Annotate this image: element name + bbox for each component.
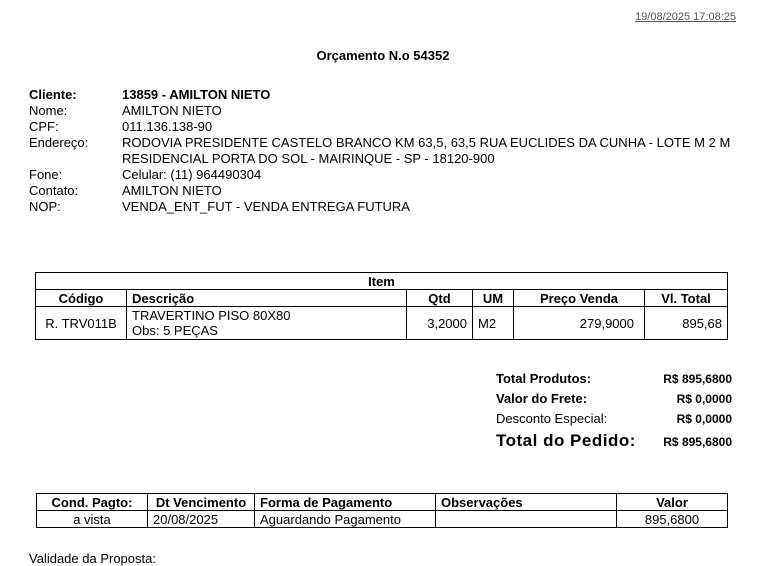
col-header-preco: Preço Venda bbox=[514, 290, 645, 307]
cpf-label: CPF: bbox=[29, 119, 59, 134]
desconto-value: R$ 0,0000 bbox=[676, 412, 732, 426]
col-header-observacoes: Observações bbox=[436, 494, 617, 511]
cell-descricao-text: TRAVERTINO PISO 80X80 bbox=[132, 308, 291, 323]
cell-descricao-obs: Obs: 5 PEÇAS bbox=[132, 323, 218, 338]
total-produtos-row bbox=[496, 371, 732, 386]
items-table bbox=[35, 272, 728, 340]
fone-label: Fone: bbox=[29, 167, 63, 182]
client-row-contato bbox=[29, 183, 739, 199]
nome-value: AMILTON NIETO bbox=[122, 103, 222, 118]
nop-label: NOP: bbox=[29, 199, 61, 214]
validity-label: Validade da Proposta: bbox=[29, 551, 156, 566]
cpf-value: 011.136.138-90 bbox=[122, 119, 213, 134]
client-row-cliente bbox=[29, 87, 739, 103]
cell-codigo: R. TRV011B bbox=[36, 307, 127, 340]
endereco-value bbox=[122, 135, 739, 167]
cell-observacoes bbox=[436, 511, 617, 528]
nome-label: Nome: bbox=[29, 103, 68, 118]
client-row-endereco bbox=[29, 135, 739, 167]
contato-label: Contato: bbox=[29, 183, 79, 198]
col-header-cond-pagto: Cond. Pagto: bbox=[37, 494, 148, 511]
client-row-fone bbox=[29, 167, 739, 183]
desconto-label: Desconto Especial: bbox=[496, 411, 608, 426]
col-header-forma-pagamento: Forma de Pagamento bbox=[255, 494, 436, 511]
contato-value: AMILTON NIETO bbox=[122, 183, 222, 198]
print-timestamp: 19/08/2025 17:08:25 bbox=[635, 11, 736, 23]
cell-valor: 895,6800 bbox=[617, 511, 728, 528]
col-header-descricao: Descrição bbox=[127, 290, 407, 307]
col-header-vencimento: Dt Vencimento bbox=[148, 494, 255, 511]
col-header-valor: Valor bbox=[617, 494, 728, 511]
cell-cond-pagto: a vista bbox=[37, 511, 148, 528]
client-info bbox=[29, 87, 739, 215]
totals-block bbox=[496, 371, 732, 456]
col-header-total: Vl. Total bbox=[645, 290, 728, 307]
col-header-um: UM bbox=[473, 290, 514, 307]
table-row bbox=[37, 511, 728, 528]
col-header-codigo: Código bbox=[36, 290, 127, 307]
items-section-header: Item bbox=[36, 273, 728, 290]
cell-qtd: 3,2000 bbox=[407, 307, 473, 340]
cliente-value: 13859 - AMILTON NIETO bbox=[122, 87, 271, 102]
valor-frete-label: Valor do Frete: bbox=[496, 391, 588, 406]
valor-frete-value: R$ 0,0000 bbox=[676, 392, 732, 406]
client-row-nop bbox=[29, 199, 739, 215]
client-row-cpf bbox=[29, 119, 739, 135]
nop-value: VENDA_ENT_FUT - VENDA ENTREGA FUTURA bbox=[122, 199, 410, 214]
total-produtos-label: Total Produtos: bbox=[496, 371, 592, 386]
cell-total: 895,68 bbox=[645, 307, 728, 340]
document-title: Orçamento N.o 54352 bbox=[316, 48, 450, 63]
payment-table bbox=[36, 493, 728, 528]
endereco-line-1: RODOVIA PRESIDENTE CASTELO BRANCO KM 63,5, 63,5 RUA EUCLIDES DA CUNHA - LOTE M 2 M bbox=[122, 135, 731, 150]
endereco-line-2: RESIDENCIAL PORTA DO SOL - MAIRINQUE - SP - 18120-900 bbox=[122, 151, 495, 166]
col-header-qtd: Qtd bbox=[407, 290, 473, 307]
cell-preco: 279,9000 bbox=[514, 307, 645, 340]
total-produtos-value: R$ 895,6800 bbox=[663, 372, 732, 386]
cliente-label: Cliente: bbox=[29, 87, 77, 102]
cell-descricao bbox=[127, 307, 407, 340]
valor-frete-row bbox=[496, 391, 732, 406]
cell-forma-pagamento: Aguardando Pagamento bbox=[255, 511, 436, 528]
cell-vencimento: 20/08/2025 bbox=[148, 511, 255, 528]
cell-um: M2 bbox=[473, 307, 514, 340]
endereco-label: Endereço: bbox=[29, 135, 89, 150]
client-row-nome bbox=[29, 103, 739, 119]
fone-value: Celular: (11) 964490304 bbox=[122, 167, 262, 182]
total-pedido-label: Total do Pedido: bbox=[496, 431, 636, 450]
desconto-row bbox=[496, 411, 732, 426]
total-pedido-row bbox=[496, 431, 732, 451]
total-pedido-value: R$ 895,6800 bbox=[663, 435, 732, 449]
table-row bbox=[36, 307, 728, 340]
